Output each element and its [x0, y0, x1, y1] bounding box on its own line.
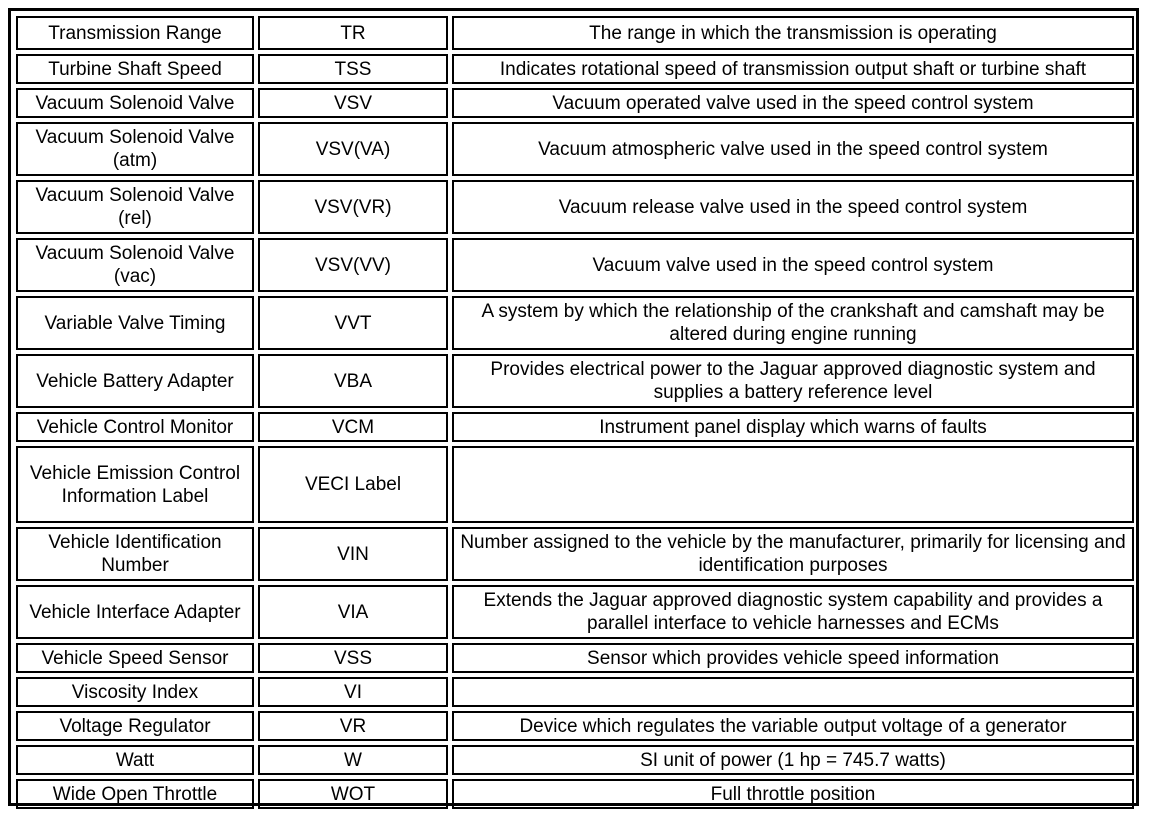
table-row	[16, 585, 1134, 639]
term-cell: Vehicle Battery Adapter	[16, 354, 254, 408]
definition-cell: A system by which the relationship of the crankshaft and camshaft may be altered during engine running	[452, 296, 1134, 350]
definition-cell: Indicates rotational speed of transmission output shaft or turbine shaft	[452, 54, 1134, 84]
definition-cell: Number assigned to the vehicle by the manufacturer, primarily for licensing and identification purposes	[452, 527, 1134, 581]
term-cell: Vacuum Solenoid Valve (rel)	[16, 180, 254, 234]
abbreviation-cell: VECI Label	[258, 446, 448, 523]
abbreviation-cell: WOT	[258, 779, 448, 809]
abbreviation-cell: VR	[258, 711, 448, 741]
abbreviation-cell: TSS	[258, 54, 448, 84]
abbreviation-cell: VCM	[258, 412, 448, 442]
table-row	[16, 296, 1134, 350]
table-row	[16, 54, 1134, 84]
table-row	[16, 180, 1134, 234]
table-row	[16, 745, 1134, 775]
definition-cell: Sensor which provides vehicle speed information	[452, 643, 1134, 673]
table-row	[16, 677, 1134, 707]
definition-cell: Provides electrical power to the Jaguar approved diagnostic system and supplies a battery reference level	[452, 354, 1134, 408]
term-cell: Wide Open Throttle	[16, 779, 254, 809]
abbreviation-cell: VIA	[258, 585, 448, 639]
definition-cell: Vacuum release valve used in the speed control system	[452, 180, 1134, 234]
abbreviation-cell: TR	[258, 16, 448, 50]
abbreviation-cell: VSV(VA)	[258, 122, 448, 176]
definition-cell: Device which regulates the variable output voltage of a generator	[452, 711, 1134, 741]
table-row	[16, 711, 1134, 741]
definition-cell: Full throttle position	[452, 779, 1134, 809]
term-cell: Turbine Shaft Speed	[16, 54, 254, 84]
term-cell: Watt	[16, 745, 254, 775]
term-cell: Voltage Regulator	[16, 711, 254, 741]
term-cell: Vehicle Control Monitor	[16, 412, 254, 442]
table-row	[16, 88, 1134, 118]
table-row	[16, 354, 1134, 408]
abbreviation-cell: VSV	[258, 88, 448, 118]
term-cell: Vehicle Interface Adapter	[16, 585, 254, 639]
abbreviation-cell: VSV(VV)	[258, 238, 448, 292]
table-row	[16, 446, 1134, 523]
table-row	[16, 779, 1134, 809]
term-cell: Vacuum Solenoid Valve (vac)	[16, 238, 254, 292]
abbreviation-cell: VBA	[258, 354, 448, 408]
definition-cell: Instrument panel display which warns of faults	[452, 412, 1134, 442]
abbreviation-cell: VI	[258, 677, 448, 707]
table-row	[16, 643, 1134, 673]
table-row	[16, 412, 1134, 442]
definition-cell	[452, 677, 1134, 707]
term-cell: Vacuum Solenoid Valve (atm)	[16, 122, 254, 176]
term-cell: Variable Valve Timing	[16, 296, 254, 350]
definition-cell: Vacuum atmospheric valve used in the speed control system	[452, 122, 1134, 176]
term-cell: Vehicle Speed Sensor	[16, 643, 254, 673]
abbreviation-cell: VSV(VR)	[258, 180, 448, 234]
abbreviation-cell: VSS	[258, 643, 448, 673]
abbreviation-cell: VVT	[258, 296, 448, 350]
definition-cell	[452, 446, 1134, 523]
definition-cell: Extends the Jaguar approved diagnostic system capability and provides a parallel interface to vehicle harnesses and ECMs	[452, 585, 1134, 639]
term-cell: Vehicle Emission Control Information Label	[16, 446, 254, 523]
definition-cell: The range in which the transmission is operating	[452, 16, 1134, 50]
table-row	[16, 16, 1134, 50]
abbreviation-cell: W	[258, 745, 448, 775]
term-cell: Vacuum Solenoid Valve	[16, 88, 254, 118]
definition-cell: SI unit of power (1 hp = 745.7 watts)	[452, 745, 1134, 775]
definition-cell: Vacuum valve used in the speed control system	[452, 238, 1134, 292]
term-cell: Viscosity Index	[16, 677, 254, 707]
glossary-table	[12, 12, 1138, 813]
table-row	[16, 527, 1134, 581]
term-cell: Transmission Range	[16, 16, 254, 50]
table-row	[16, 122, 1134, 176]
abbreviation-cell: VIN	[258, 527, 448, 581]
term-cell: Vehicle Identification Number	[16, 527, 254, 581]
definition-cell: Vacuum operated valve used in the speed control system	[452, 88, 1134, 118]
table-row	[16, 238, 1134, 292]
